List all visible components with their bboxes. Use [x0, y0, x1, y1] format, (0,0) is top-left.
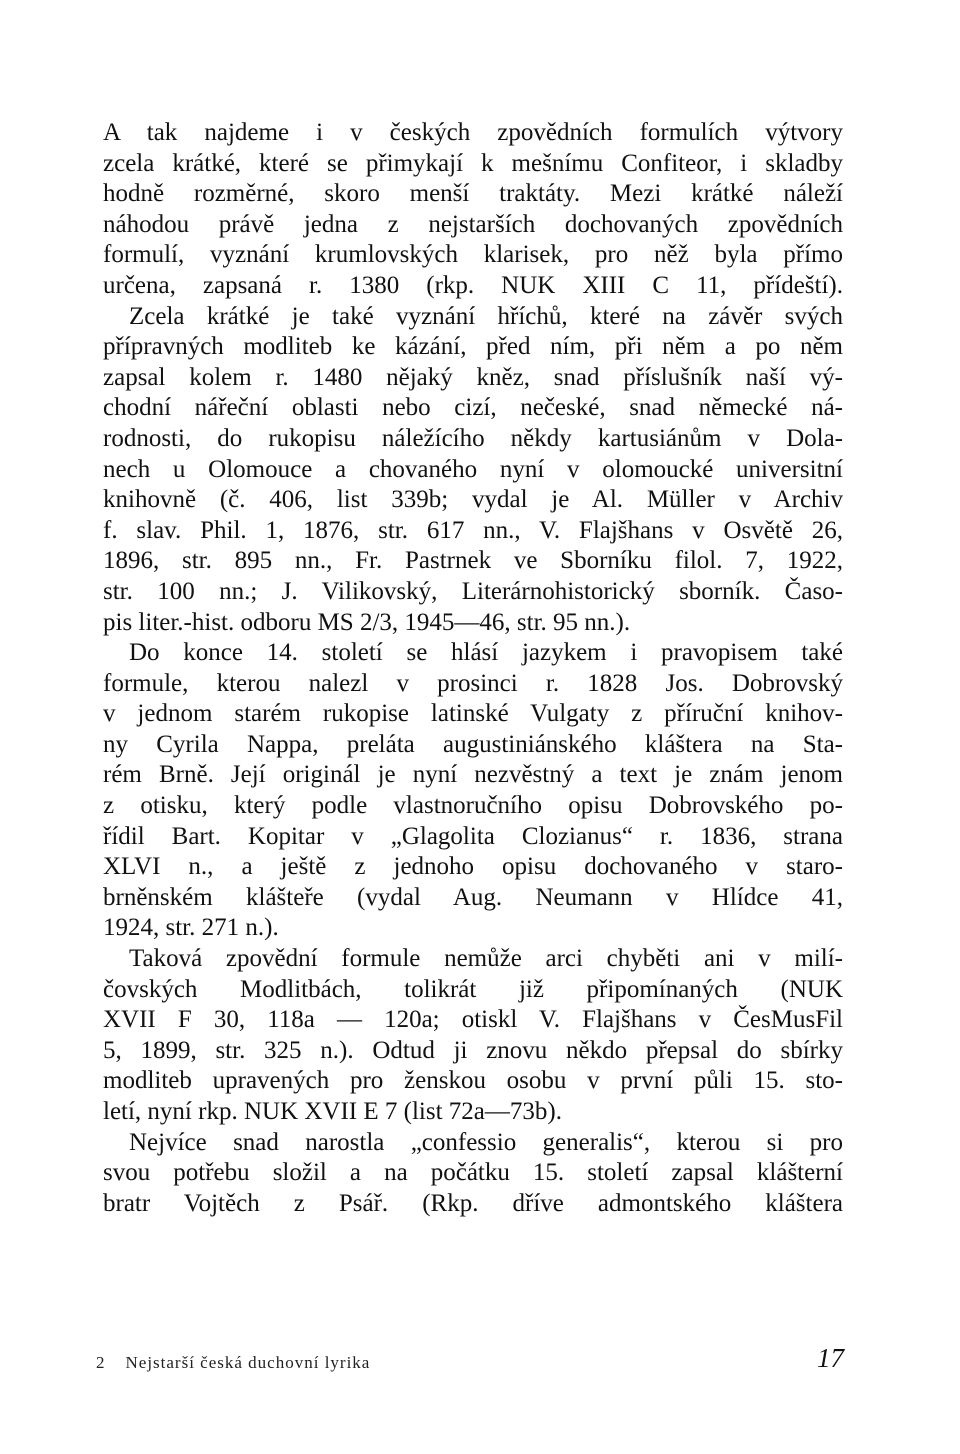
text-line: XVII F 30, 118a — 120a; otiskl V. Flajšhans v ČesMusFil	[103, 1006, 843, 1034]
paragraph	[103, 638, 843, 944]
text-line: zcela krátké, které se přimykají k mešnímu Confiteor, i skladby	[103, 149, 843, 177]
text-line: náhodou právě jedna z nejstarších dochovaných zpovědních	[103, 210, 843, 238]
text-line: nech u Olomouce a chovaného nyní v olomoucké universitní	[103, 455, 843, 483]
signature-number: 2	[96, 1353, 106, 1372]
text-line: svou potřebu složil a na počátku 15. století zapsal klášterní	[103, 1159, 843, 1187]
text-line: 1896, str. 895 nn., Fr. Pastrnek ve Sborníku filol. 7, 1922,	[103, 547, 843, 575]
text-line: pis liter.-hist. odboru MS 2/3, 1945—46, str. 95 nn.).	[103, 608, 631, 636]
paragraph	[103, 118, 843, 302]
text-line: formulí, vyznání krumlovských klarisek, pro něž byla přímo	[103, 241, 843, 269]
text-line: f. slav. Phil. 1, 1876, str. 617 nn., V. Flajšhans v Osvětě 26,	[103, 516, 843, 544]
text-line: z otisku, který podle vlastnoručního opisu Dobrovského po-	[103, 792, 843, 820]
text-line: chodní nářeční oblasti nebo cizí, nečeské, snad německé ná-	[103, 394, 843, 422]
text-line: brněnském klášteře (vydal Aug. Neumann v Hlídce 41,	[103, 883, 843, 911]
page-number: 17	[817, 1343, 844, 1373]
text-line: rém Brně. Její originál je nyní nezvěstný a text je znám jenom	[103, 761, 843, 789]
text-line: formule, kterou nalezl v prosinci r. 1828 Jos. Dobrovský	[103, 669, 843, 697]
text-line: zapsal kolem r. 1480 nějaký kněz, snad příslušník naší vý-	[103, 363, 843, 391]
text-line: Do konce 14. století se hlásí jazykem i pravopisem také	[129, 639, 843, 667]
signature-title: Nejstarší česká duchovní lyrika	[125, 1353, 371, 1372]
paragraph	[103, 302, 843, 639]
text-line: hodně rozměrné, skoro menší traktáty. Mezi krátké náleží	[103, 180, 843, 208]
text-line: rodnosti, do rukopisu náležícího někdy kartusiánům v Dola-	[103, 424, 843, 452]
text-line: ny Cyrila Nappa, preláta augustiniánského kláštera na Sta-	[103, 730, 843, 758]
text-line: určena, zapsaná r. 1380 (rkp. NUK XIII C 11, přídeští).	[103, 271, 843, 299]
paragraph	[103, 1128, 843, 1220]
page-footer	[96, 1343, 844, 1383]
text-line: modliteb upravených pro ženskou osobu v první půli 15. sto-	[103, 1067, 843, 1095]
text-line: A tak najdeme i v českých zpovědních formulích výtvory	[103, 119, 843, 146]
text-line: letí, nyní rkp. NUK XVII E 7 (list 72a—73b).	[103, 1098, 562, 1125]
text-line: čovských Modlitbách, tolikrát již připomínaných (NUK	[103, 975, 843, 1003]
text-line: Taková zpovědní formule nemůže arci chyběti ani v milí-	[129, 945, 843, 973]
body-text	[103, 118, 843, 1219]
printer-signature	[96, 1353, 370, 1373]
text-line: Nejvíce snad narostla „confessio generalis“, kterou si pro	[129, 1128, 843, 1156]
text-line: knihovně (č. 406, list 339b; vydal je Al. Müller v Archiv	[103, 486, 843, 514]
text-line: 1924, str. 271 n.).	[103, 914, 279, 942]
text-line: XLVI n., a ještě z jednoho opisu dochovaného v staro-	[103, 853, 843, 881]
text-line: řídil Bart. Kopitar v „Glagolita Clozianus“ r. 1836, strana	[103, 822, 843, 850]
text-line: str. 100 nn.; J. Vilikovský, Literárnohistorický sborník. Časo-	[103, 577, 843, 605]
text-line: přípravných modliteb ke kázání, před ním, při něm a po něm	[103, 333, 843, 361]
text-line: bratr Vojtěch z Psář. (Rkp. dříve admontského kláštera	[103, 1189, 843, 1217]
text-line: 5, 1899, str. 325 n.). Odtud ji znovu někdo přepsal do sbírky	[103, 1036, 843, 1064]
text-line: Zcela krátké je také vyznání hříchů, které na závěr svých	[129, 302, 843, 330]
paragraph	[103, 944, 843, 1128]
text-line: v jednom starém rukopise latinské Vulgaty z příruční knihov-	[103, 700, 843, 728]
